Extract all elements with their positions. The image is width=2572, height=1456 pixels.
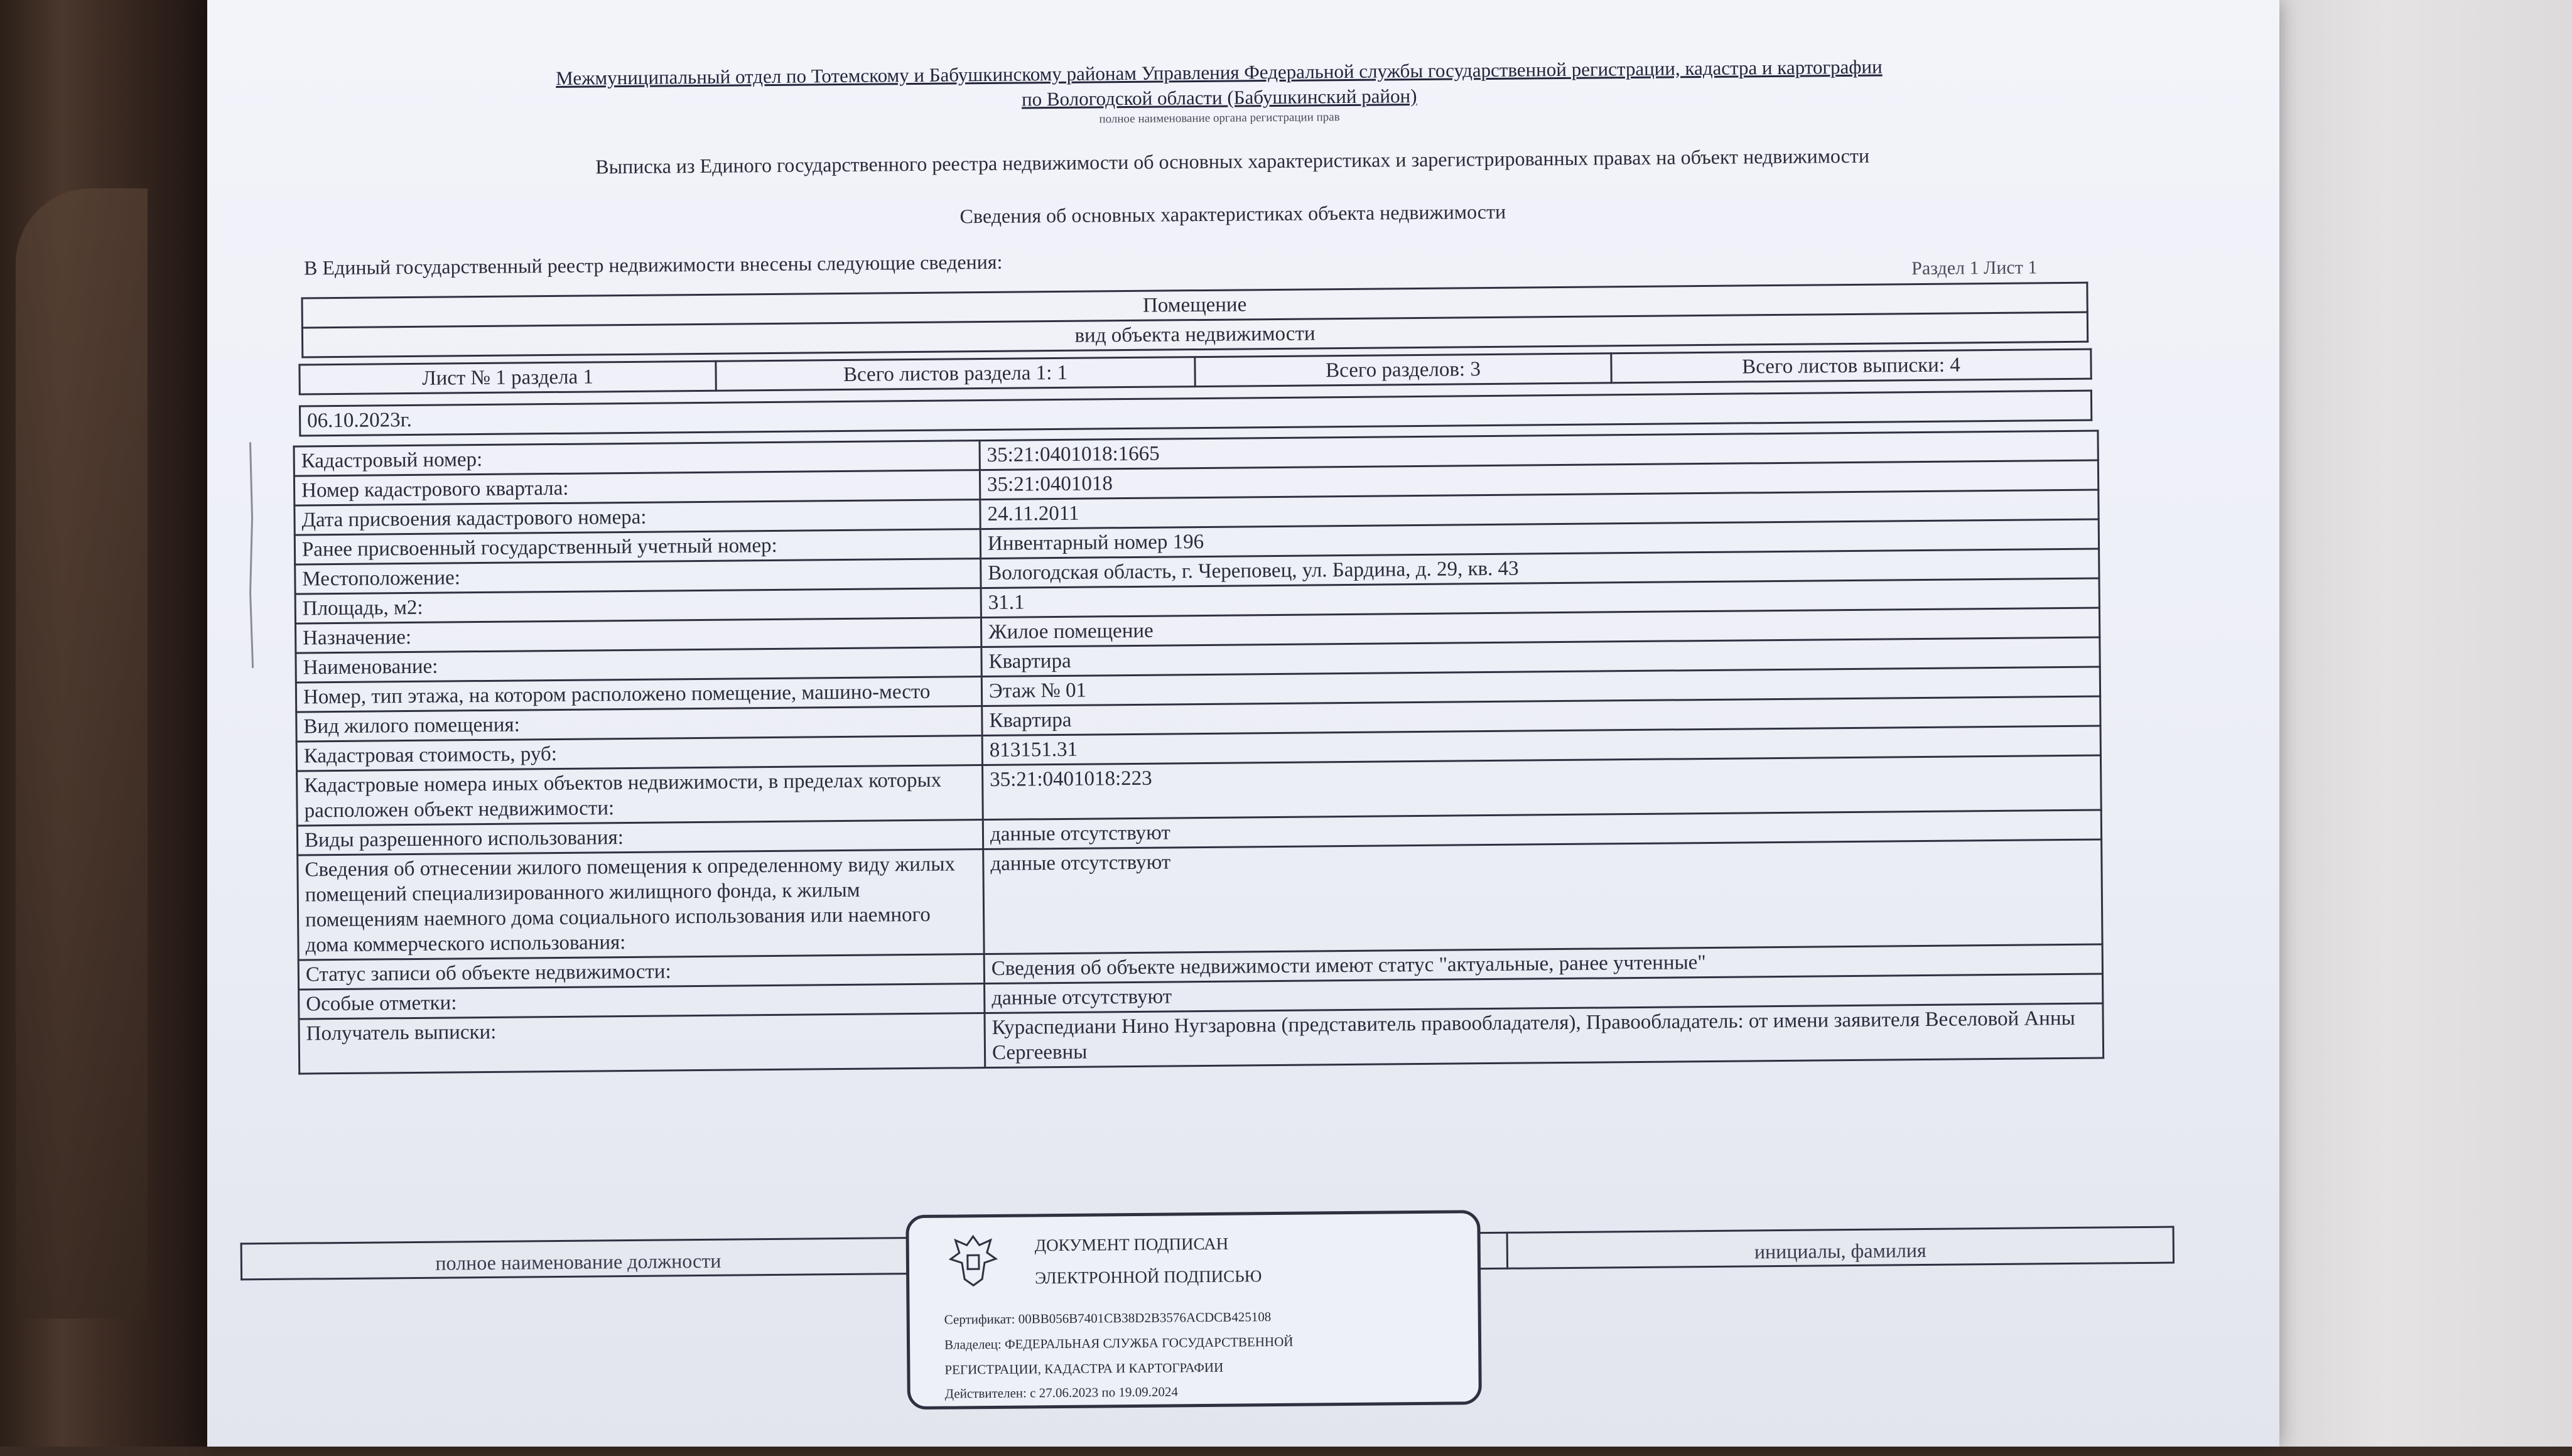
row-value: 31.1 — [981, 578, 2099, 618]
extract-date: 06.10.2023г. — [300, 391, 2091, 436]
row-label: Вид жилого помещения: — [296, 706, 982, 742]
sections-total: Всего разделов: 3 — [1195, 353, 1611, 387]
validity-period: Действителен: с 27.06.2023 по 19.09.2024 — [944, 1384, 1179, 1401]
owner-line1: Владелец: ФЕДЕРАЛЬНАЯ СЛУЖБА ГОСУДАРСТВЕННОЙ — [944, 1334, 1294, 1352]
row-value: Этаж № 01 — [981, 667, 2100, 706]
background-door — [0, 0, 207, 1447]
owner-line2: РЕГИСТРАЦИИ, КАДАСТРА И КАРТОГРАФИИ — [944, 1359, 1224, 1378]
row-value: 35:21:0401018:1665 — [980, 431, 2098, 470]
extract-sheets-total: Всего листов выписки: 4 — [1611, 349, 2091, 383]
document-title: Выписка из Единого государственного реестра недвижимости об основных характеристиках и зарегистрированных правах на объект недвижимости — [595, 144, 1870, 178]
registrar-caption: полное наименование органа регистрации прав — [1099, 111, 1340, 126]
eagle-emblem-icon — [946, 1231, 1000, 1288]
section-reference: Раздел 1 Лист 1 — [1911, 257, 2038, 279]
row-label: Получатель выписки: — [299, 1013, 985, 1074]
row-value: 35:21:0401018:223 — [982, 755, 2101, 820]
row-value: данные отсутствуют — [983, 810, 2101, 849]
object-type: Помещение — [302, 283, 2087, 328]
row-value: Квартира — [981, 637, 2100, 677]
electronic-signature-stamp — [905, 1210, 1482, 1410]
row-value: Жилое помещение — [981, 608, 2099, 647]
row-label: Кадастровый номер: — [294, 441, 980, 477]
door-panel — [16, 188, 148, 1318]
section-sheets-total: Всего листов раздела 1: 1 — [716, 357, 1195, 391]
row-value: 813151.31 — [982, 726, 2100, 765]
row-label: Сведения об отнесении жилого помещения к определенному виду жилых помещений специализированного жилищного фонда, к жилым помещениям наемного дома социального использования или наемного дома коммерческого использования: — [298, 849, 984, 961]
row-label: Номер кадастрового квартала: — [294, 470, 980, 506]
row-value: Инвентарный номер 196 — [980, 519, 2099, 559]
row-value: Кураспедиани Нино Нугзаровна (представитель правообладателя), Правообладатель: от имени заявителя Веселовой Анны Сергеевны — [985, 1003, 2104, 1068]
sheet-number: Лист № 1 раздела 1 — [300, 361, 716, 394]
row-label: Номер, тип этажа, на котором расположено помещение, машино-место — [296, 677, 981, 713]
row-label: Особые отметки: — [299, 984, 985, 1020]
row-value: Вологодская область, г. Череповец, ул. Бардина, д. 29, кв. 43 — [981, 549, 2099, 588]
stamp-line1: ДОКУМЕНТ ПОДПИСАН — [1034, 1234, 1229, 1255]
row-value: 35:21:0401018 — [980, 460, 2098, 500]
certificate-number: Сертификат: 00BB056B7401CB38D2B3576ACDCB425108 — [944, 1309, 1272, 1327]
row-label: Местоположение: — [295, 559, 981, 595]
row-label: Наименование: — [296, 647, 981, 683]
registrar-name-line2: по Вологодской области (Бабушкинский район) — [1021, 84, 1417, 111]
object-type-table — [301, 282, 2088, 359]
row-value: данные отсутствуют — [985, 974, 2103, 1013]
row-value: Сведения об объекте недвижимости имеют статус "актуальные, ранее учтенные" — [984, 944, 2102, 984]
row-label: Дата присвоения кадастрового номера: — [294, 500, 980, 536]
row-label: Кадастровые номера иных объектов недвижимости, в пределах которых расположен объект недвижимости: — [297, 765, 983, 826]
characteristic-row — [298, 839, 2102, 960]
document-subtitle: Сведения об основных характеристиках объекта недвижимости — [959, 200, 1506, 228]
row-value: 24.11.2011 — [980, 490, 2099, 529]
row-label: Статус записи об объекте недвижимости: — [298, 954, 984, 990]
row-label: Площадь, м2: — [295, 588, 981, 624]
document-header — [302, 52, 2136, 133]
date-table — [299, 390, 2092, 437]
row-label: Ранее присвоенный государственный учетный номер: — [294, 529, 980, 565]
object-type-caption: вид объекта недвижимости — [302, 312, 2087, 357]
row-label: Виды разрешенного использования: — [297, 820, 983, 856]
document-sheet — [207, 0, 2279, 1447]
position-caption: полное наименование должности — [241, 1238, 915, 1280]
row-label: Назначение: — [296, 618, 981, 654]
characteristics-body — [294, 431, 2104, 1074]
row-value: Квартира — [982, 696, 2100, 736]
row-label: Кадастровая стоимость, руб: — [296, 736, 982, 772]
document-content — [201, 0, 2286, 1456]
intro-text: В Единый государственный реестр недвижимости внесены следующие сведения: — [303, 250, 1003, 279]
pen-mark — [244, 442, 258, 668]
name-caption: инициалы, фамилия — [1507, 1227, 2173, 1268]
stamp-line2: ЭЛЕКТРОННОЙ ПОДПИСЬЮ — [1035, 1266, 1262, 1288]
background-wall — [2261, 0, 2572, 1447]
row-value: данные отсутствуют — [983, 839, 2102, 954]
registrar-name-line1: Межмуниципальный отдел по Тотемскому и Бабушкинскому районам Управления Федеральной службы государственной регистрации, кадастра и картографии — [556, 55, 1883, 89]
characteristics-table — [293, 430, 2105, 1075]
